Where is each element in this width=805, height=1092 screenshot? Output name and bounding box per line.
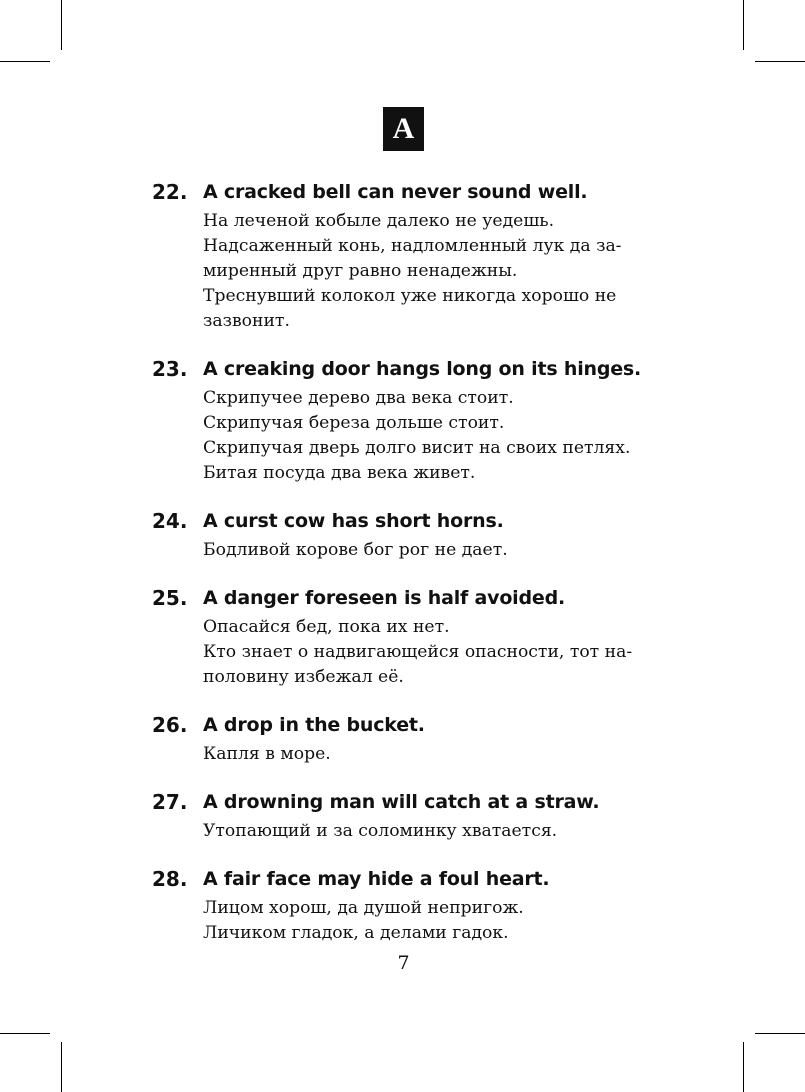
entry-number: 28.: [152, 867, 188, 891]
proverb-entry: [152, 708, 657, 767]
russian-equivalents: [203, 896, 657, 946]
entry-body: [203, 708, 657, 767]
english-proverb: A cracked bell can never sound well.: [203, 181, 588, 203]
entry-body: [203, 175, 657, 334]
translation-line: Скрипучая береза дольше стоит.: [203, 413, 505, 433]
translation-line: миренный друг равно ненадежны.: [203, 261, 518, 281]
entry-number: 24.: [152, 509, 188, 533]
translation-line: Треснувший колокол уже никогда хорошо не: [203, 286, 617, 306]
entry-body: [203, 352, 657, 486]
translation-line: Лицом хорош, да душой непригож.: [203, 898, 524, 918]
proverb-entry: [152, 862, 657, 946]
proverb-entry: [152, 581, 657, 690]
russian-equivalents: [203, 742, 657, 767]
translation-line: Надсаженный конь, надломленный лук да за-: [203, 236, 622, 256]
english-proverb: A drowning man will catch at a straw.: [203, 791, 600, 813]
translation-line: Капля в море.: [203, 744, 331, 764]
translation-line: Кто знает о надвигающейся опасности, тот на-: [203, 642, 633, 662]
entry-number: 23.: [152, 357, 188, 381]
english-proverb: A fair face may hide a foul heart.: [203, 868, 550, 890]
translation-line: Бодливой корове бог рог не дает.: [203, 540, 508, 560]
translation-line: На леченой кобыле далеко не уедешь.: [203, 211, 555, 231]
entry-body: [203, 504, 657, 563]
russian-equivalents: [203, 615, 657, 690]
translation-line: Личиком гладок, а делами гадок.: [203, 923, 509, 943]
russian-equivalents: [203, 209, 657, 334]
entry-body: [203, 581, 657, 690]
entry-number: 27.: [152, 790, 188, 814]
english-proverb: A creaking door hangs long on its hinges.: [203, 358, 642, 380]
crop-mark-top-right-v: [743, 0, 744, 50]
section-letter-badge: A: [383, 107, 424, 151]
translation-line: половину избежал её.: [203, 667, 404, 687]
translation-line: Скрипучее дерево два века стоит.: [203, 388, 514, 408]
entry-number: 25.: [152, 586, 188, 610]
page-number: 7: [397, 952, 410, 974]
entry-number: 22.: [152, 180, 188, 204]
english-proverb: A danger foreseen is half avoided.: [203, 587, 565, 609]
crop-mark-bottom-left-h: [0, 1033, 50, 1034]
russian-equivalents: [203, 538, 657, 563]
crop-mark-bottom-left-v: [61, 1042, 62, 1092]
proverb-entry: [152, 352, 657, 486]
russian-equivalents: [203, 386, 657, 486]
crop-mark-top-left-h: [0, 61, 50, 62]
crop-mark-bottom-right-v: [743, 1042, 744, 1092]
translation-line: зазвонит.: [203, 311, 290, 331]
proverb-list: [152, 175, 657, 964]
proverb-entry: [152, 504, 657, 563]
translation-line: Скрипучая дверь долго висит на своих петлях.: [203, 438, 631, 458]
proverb-entry: [152, 175, 657, 334]
russian-equivalents: [203, 819, 657, 844]
crop-mark-top-right-h: [755, 61, 805, 62]
english-proverb: A drop in the bucket.: [203, 714, 425, 736]
crop-mark-top-left-v: [61, 0, 62, 50]
entry-body: [203, 785, 657, 844]
crop-mark-bottom-right-h: [755, 1033, 805, 1034]
translation-line: Битая посуда два века живет.: [203, 463, 476, 483]
translation-line: Опасайся бед, пока их нет.: [203, 617, 450, 637]
proverb-entry: [152, 785, 657, 844]
entry-number: 26.: [152, 713, 188, 737]
entry-body: [203, 862, 657, 946]
english-proverb: A curst cow has short horns.: [203, 510, 504, 532]
translation-line: Утопающий и за соломинку хватается.: [203, 821, 558, 841]
